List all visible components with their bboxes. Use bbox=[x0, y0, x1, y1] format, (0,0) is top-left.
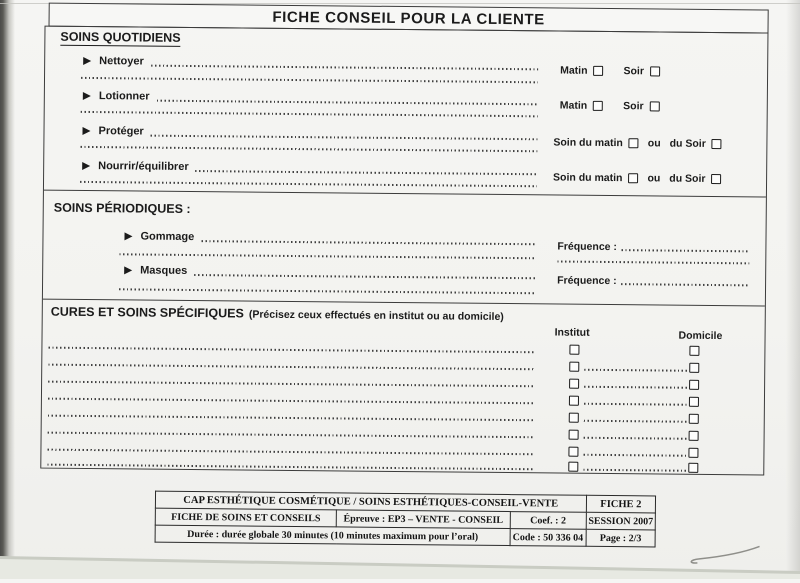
checkbox-proteger-soin-matin[interactable] bbox=[629, 138, 639, 148]
form-main-box bbox=[40, 26, 768, 476]
checkbox-cure-3-domicile[interactable] bbox=[689, 380, 699, 390]
cure-text-line-5[interactable] bbox=[48, 415, 535, 422]
coef-cell: Coef. : 2 bbox=[510, 512, 586, 530]
fill-line-masques[interactable] bbox=[194, 274, 536, 279]
row-gommage bbox=[124, 229, 536, 247]
item-label-proteger: Protéger bbox=[98, 125, 144, 138]
page-title: FICHE CONSEIL POUR LA CLIENTE bbox=[272, 8, 545, 28]
matin-label: Matin bbox=[560, 64, 588, 77]
cure-row-3 bbox=[42, 373, 764, 392]
checkbox-cure-8-domicile[interactable] bbox=[688, 463, 698, 473]
arrow-bullet-icon bbox=[83, 57, 91, 65]
exam-info-table bbox=[155, 491, 657, 548]
ou-label: ou bbox=[647, 136, 661, 149]
cure-text-line-4[interactable] bbox=[48, 398, 535, 405]
column-header-institut: Institut bbox=[554, 326, 590, 339]
fiche-soins-cell: FICHE DE SOINS ET CONSEILS bbox=[155, 508, 336, 527]
scan-hair-artifact bbox=[683, 543, 763, 570]
item-label-lotionner: Lotionner bbox=[98, 90, 150, 103]
fill-line-nourrir-2[interactable] bbox=[80, 181, 537, 187]
frequence-row-masques bbox=[557, 274, 749, 289]
frequence-fill-gommage[interactable] bbox=[621, 249, 749, 252]
cure-mid-line-2[interactable] bbox=[584, 369, 687, 372]
section-heading-soins-quotidiens: SOINS QUOTIDIENS bbox=[60, 29, 181, 45]
cure-row-1 bbox=[42, 339, 764, 358]
exam-title-cell: CAP ESTHÉTIQUE COSMÉTIQUE / SOINS ESTHÉTIQUES-CONSEIL-VENTE bbox=[155, 491, 586, 512]
checkbox-nourrir-soin-soir[interactable] bbox=[711, 173, 721, 183]
soir-label: Soir bbox=[623, 99, 644, 112]
checkbox-nourrir-soin-matin[interactable] bbox=[628, 173, 638, 183]
cure-row-2 bbox=[42, 356, 764, 375]
checkbox-cure-5-institut[interactable] bbox=[569, 413, 579, 423]
fill-line-lotionner-2[interactable] bbox=[81, 111, 538, 117]
cure-text-line-1[interactable] bbox=[48, 347, 535, 354]
page-number-cell: Page : 2/3 bbox=[586, 529, 656, 547]
soin-du-matin-label: Soin du matin bbox=[553, 135, 623, 149]
fiche-number-cell: FICHE 2 bbox=[586, 495, 656, 513]
frequence-label: Fréquence : bbox=[557, 240, 617, 253]
checkbox-proteger-soin-soir[interactable] bbox=[712, 138, 722, 148]
checkbox-nettoyer-soir[interactable] bbox=[650, 66, 660, 76]
ou-label: ou bbox=[647, 171, 661, 184]
cures-heading-main: CURES ET SOINS SPÉCIFIQUES bbox=[50, 304, 244, 321]
arrow-bullet-icon bbox=[124, 232, 132, 240]
soin-matin-soir-row-nourrir bbox=[553, 170, 722, 185]
cure-mid-line-4[interactable] bbox=[584, 403, 687, 406]
cures-heading-note: (Précisez ceux effectués en institut ou au domicile) bbox=[248, 308, 504, 323]
frequence-label: Fréquence : bbox=[557, 274, 617, 287]
checkbox-cure-4-institut[interactable] bbox=[569, 396, 579, 406]
row-nourrir bbox=[82, 159, 537, 177]
checkbox-nettoyer-matin[interactable] bbox=[593, 65, 603, 75]
cure-text-line-2[interactable] bbox=[48, 364, 535, 371]
checkbox-cure-4-domicile[interactable] bbox=[689, 397, 699, 407]
cure-row-6 bbox=[42, 424, 764, 443]
code-cell: Code : 50 336 04 bbox=[510, 529, 586, 547]
checkbox-cure-8-institut[interactable] bbox=[568, 462, 578, 472]
arrow-bullet-icon bbox=[82, 127, 90, 135]
duree-cell: Durée : durée globale 30 minutes (10 minutes maximum pour l’oral) bbox=[155, 525, 510, 545]
checkbox-cure-1-institut[interactable] bbox=[569, 345, 579, 355]
fill-line-nettoyer-2[interactable] bbox=[81, 77, 538, 83]
row-lotionner bbox=[83, 89, 538, 107]
item-label-gommage: Gommage bbox=[140, 230, 195, 244]
section-divider bbox=[44, 190, 766, 198]
soin-du-matin-label: Soin du matin bbox=[553, 170, 623, 184]
section-heading-soins-periodiques: SOINS PÉRIODIQUES : bbox=[53, 200, 191, 216]
cure-mid-line-3[interactable] bbox=[584, 386, 687, 389]
checkbox-cure-7-domicile[interactable] bbox=[688, 448, 698, 458]
frequence-fill-gommage-2[interactable] bbox=[557, 261, 749, 265]
cure-text-line-6[interactable] bbox=[48, 432, 535, 439]
checkbox-cure-5-domicile[interactable] bbox=[689, 414, 699, 424]
item-label-nettoyer: Nettoyer bbox=[99, 55, 144, 68]
matin-label: Matin bbox=[559, 99, 588, 112]
checkbox-cure-2-institut[interactable] bbox=[569, 362, 579, 372]
cure-text-line-8[interactable] bbox=[47, 464, 534, 471]
cure-row-4 bbox=[42, 390, 764, 409]
cure-mid-line-7[interactable] bbox=[583, 454, 686, 457]
row-masques bbox=[124, 263, 536, 281]
arrow-bullet-icon bbox=[83, 92, 91, 100]
cure-text-line-7[interactable] bbox=[47, 449, 534, 456]
epreuve-cell: Épreuve : EP3 – VENTE - CONSEIL bbox=[336, 510, 510, 529]
fill-line-gommage[interactable] bbox=[201, 240, 536, 245]
matin-soir-row-lotionner bbox=[560, 99, 660, 113]
fill-line-proteger[interactable] bbox=[151, 135, 538, 141]
row-proteger bbox=[82, 124, 537, 142]
du-soir-label: du Soir bbox=[669, 137, 706, 150]
checkbox-lotionner-soir[interactable] bbox=[650, 101, 660, 111]
cure-mid-line-5[interactable] bbox=[584, 420, 687, 423]
cure-text-line-3[interactable] bbox=[48, 381, 535, 388]
cure-mid-line-8[interactable] bbox=[583, 469, 686, 472]
du-soir-label: du Soir bbox=[669, 172, 706, 185]
arrow-bullet-icon bbox=[124, 266, 132, 274]
arrow-bullet-icon bbox=[82, 162, 90, 170]
soin-matin-soir-row-proteger bbox=[553, 135, 722, 150]
fill-line-proteger-2[interactable] bbox=[80, 146, 537, 152]
item-label-nourrir: Nourrir/équilibrer bbox=[98, 160, 189, 173]
checkbox-cure-7-institut[interactable] bbox=[568, 447, 578, 457]
row-nettoyer bbox=[83, 54, 538, 72]
fill-line-gommage-2[interactable] bbox=[119, 253, 536, 259]
cure-mid-line-6[interactable] bbox=[584, 437, 687, 440]
session-cell: SESSION 2007 bbox=[586, 512, 656, 530]
column-header-domicile: Domicile bbox=[678, 329, 723, 343]
fill-line-nettoyer[interactable] bbox=[151, 65, 538, 71]
fill-line-masques-2[interactable] bbox=[119, 288, 536, 294]
frequence-row-gommage bbox=[557, 240, 749, 255]
fill-line-nourrir[interactable] bbox=[196, 170, 538, 175]
section-heading-cures bbox=[51, 305, 504, 323]
checkbox-cure-3-institut[interactable] bbox=[569, 379, 579, 389]
checkbox-cure-6-institut[interactable] bbox=[569, 430, 579, 440]
checkbox-cure-1-domicile[interactable] bbox=[689, 346, 699, 356]
fill-line-lotionner[interactable] bbox=[157, 100, 538, 106]
cure-row-5 bbox=[42, 407, 764, 426]
item-label-masques: Masques bbox=[140, 264, 188, 277]
checkbox-cure-6-domicile[interactable] bbox=[689, 431, 699, 441]
checkbox-lotionner-matin[interactable] bbox=[593, 100, 603, 110]
checkbox-cure-2-domicile[interactable] bbox=[689, 363, 699, 373]
soir-label: Soir bbox=[623, 64, 645, 77]
frequence-fill-masques[interactable] bbox=[621, 283, 749, 286]
matin-soir-row-nettoyer bbox=[560, 64, 660, 78]
